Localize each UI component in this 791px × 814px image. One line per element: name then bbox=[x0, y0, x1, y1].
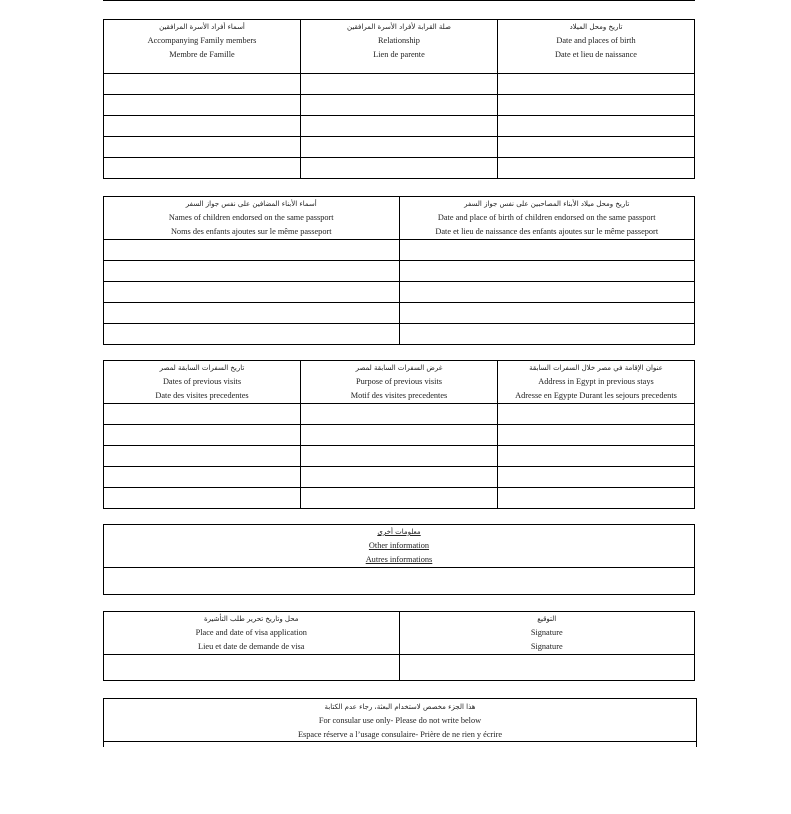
top-rule bbox=[103, 0, 695, 1]
input-cell[interactable] bbox=[104, 467, 301, 488]
col-children-names bbox=[104, 197, 400, 240]
table-row bbox=[104, 261, 695, 282]
signature-table bbox=[103, 611, 695, 681]
input-cell[interactable] bbox=[399, 303, 695, 324]
header-en: Names of children endorsed on the same passport bbox=[168, 213, 334, 222]
input-cell[interactable] bbox=[104, 425, 301, 446]
table-header-row bbox=[104, 361, 695, 404]
header-en: Date and place of birth of children endorsed on the same passport bbox=[437, 213, 656, 222]
input-cell[interactable] bbox=[498, 446, 695, 467]
col-place-date bbox=[104, 612, 400, 655]
input-cell[interactable] bbox=[301, 95, 498, 116]
col-visit-address bbox=[498, 361, 695, 404]
header-fr: Signature bbox=[530, 642, 563, 651]
input-cell[interactable] bbox=[399, 324, 695, 345]
table-row bbox=[104, 404, 695, 425]
header-ar: محل وتاريخ تحرير طلب التأشيرة bbox=[203, 615, 299, 623]
header-en: Signature bbox=[530, 628, 563, 637]
input-cell[interactable] bbox=[498, 404, 695, 425]
input-cell[interactable] bbox=[498, 158, 695, 179]
consular-use-header bbox=[104, 699, 696, 742]
input-cell[interactable] bbox=[301, 425, 498, 446]
table-row bbox=[104, 425, 695, 446]
input-cell[interactable] bbox=[498, 116, 695, 137]
other-information-input[interactable] bbox=[104, 568, 695, 595]
col-birth-date-place bbox=[498, 20, 695, 74]
header-en: Relationship bbox=[378, 36, 420, 45]
header-en: For consular use only- Please do not write below bbox=[318, 716, 482, 725]
header-fr: Espace réserve a l’usage consulaire- Prière de ne rien y écrire bbox=[297, 730, 503, 739]
col-signature bbox=[399, 612, 695, 655]
header-ar: التوقيع bbox=[537, 615, 557, 623]
header-en: Place and date of visa application bbox=[195, 628, 307, 637]
table-row bbox=[104, 95, 695, 116]
input-cell[interactable] bbox=[104, 240, 400, 261]
table-header-row bbox=[104, 197, 695, 240]
table-header-row bbox=[104, 612, 695, 655]
header-en: Address in Egypt in previous stays bbox=[538, 377, 654, 386]
table-row bbox=[104, 303, 695, 324]
header-fr: Date et lieu de naissance des enfants ajoutes sur le même passeport bbox=[435, 227, 659, 236]
header-fr: Lieu et date de demande de visa bbox=[198, 642, 305, 651]
header-en: Dates of previous visits bbox=[162, 377, 242, 386]
table-row bbox=[104, 137, 695, 158]
col-visit-dates bbox=[104, 361, 301, 404]
table-row bbox=[104, 116, 695, 137]
input-cell[interactable] bbox=[104, 488, 301, 509]
previous-visits-table bbox=[103, 360, 695, 509]
input-cell[interactable] bbox=[498, 74, 695, 95]
header-ar: تاريخ السفرات السابقة لمصر bbox=[159, 364, 245, 372]
header-ar: غرض السفرات السابقة لمصر bbox=[355, 364, 443, 372]
input-cell[interactable] bbox=[104, 404, 301, 425]
table-row bbox=[104, 568, 695, 595]
family-members-table bbox=[103, 19, 695, 179]
children-table bbox=[103, 196, 695, 345]
table-row bbox=[104, 488, 695, 509]
header-fr: Date et lieu de naissance bbox=[554, 50, 637, 59]
input-cell[interactable] bbox=[498, 425, 695, 446]
consular-use-area bbox=[104, 742, 696, 747]
col-visit-purpose bbox=[301, 361, 498, 404]
consular-use-section bbox=[103, 698, 697, 747]
input-cell[interactable] bbox=[104, 446, 301, 467]
table-row bbox=[104, 74, 695, 95]
header-ar: معلومات أخرى bbox=[377, 528, 421, 536]
input-cell[interactable] bbox=[104, 74, 301, 95]
input-cell[interactable] bbox=[399, 282, 695, 303]
input-cell[interactable] bbox=[399, 261, 695, 282]
table-row bbox=[104, 467, 695, 488]
input-cell[interactable] bbox=[104, 95, 301, 116]
input-cell[interactable] bbox=[498, 488, 695, 509]
table-header-row bbox=[104, 20, 695, 74]
table-row bbox=[104, 324, 695, 345]
signature-input[interactable] bbox=[399, 655, 695, 681]
input-cell[interactable] bbox=[301, 467, 498, 488]
input-cell[interactable] bbox=[104, 158, 301, 179]
input-cell[interactable] bbox=[104, 116, 301, 137]
table-row bbox=[104, 446, 695, 467]
header-fr: Adresse en Egypte Durant les sejours precedents bbox=[515, 391, 677, 400]
header-fr: Noms des enfants ajoutes sur le même passeport bbox=[170, 227, 332, 236]
input-cell[interactable] bbox=[301, 488, 498, 509]
header-en: Purpose of previous visits bbox=[356, 377, 442, 386]
input-cell[interactable] bbox=[104, 137, 301, 158]
input-cell[interactable] bbox=[301, 446, 498, 467]
header-ar: تاريخ ومحل الميلاد bbox=[569, 23, 623, 31]
table-header-row bbox=[104, 525, 695, 568]
other-information-header bbox=[104, 525, 695, 568]
header-fr: Date des visites precedentes bbox=[155, 391, 249, 400]
input-cell[interactable] bbox=[104, 324, 400, 345]
input-cell[interactable] bbox=[104, 261, 400, 282]
place-date-input[interactable] bbox=[104, 655, 400, 681]
header-fr: Lien de parente bbox=[373, 50, 425, 59]
header-fr: Autres informations bbox=[365, 555, 433, 564]
table-row bbox=[104, 240, 695, 261]
table-row bbox=[104, 655, 695, 681]
input-cell[interactable] bbox=[301, 74, 498, 95]
input-cell[interactable] bbox=[301, 116, 498, 137]
input-cell[interactable] bbox=[498, 137, 695, 158]
other-information-table bbox=[103, 524, 695, 595]
col-relationship bbox=[301, 20, 498, 74]
input-cell[interactable] bbox=[301, 158, 498, 179]
header-ar: عنوان الإقامة في مصر خلال السفرات السابقة bbox=[529, 364, 663, 372]
header-en: Other information bbox=[368, 541, 430, 550]
header-fr: Motif des visites precedentes bbox=[350, 391, 448, 400]
header-en: Accompanying Family members bbox=[147, 36, 257, 45]
header-ar: أسماء أفراد الأسرة المرافقين bbox=[159, 23, 245, 31]
table-row bbox=[104, 158, 695, 179]
input-cell[interactable] bbox=[301, 137, 498, 158]
col-accompanying-family bbox=[104, 20, 301, 74]
header-ar: أسماء الأبناء المضافين على نفس جواز السفر bbox=[185, 200, 317, 208]
input-cell[interactable] bbox=[301, 404, 498, 425]
header-fr: Membre de Famille bbox=[169, 50, 235, 59]
header-ar: تاريخ ومحل ميلاد الأبناء المصاحبين على نفس جواز السفر bbox=[464, 200, 630, 208]
header-ar: صلة القرابة لأفراد الأسرة المرافقين bbox=[347, 23, 451, 31]
input-cell[interactable] bbox=[104, 282, 400, 303]
input-cell[interactable] bbox=[498, 467, 695, 488]
header-en: Date and places of birth bbox=[556, 36, 636, 45]
col-children-birth bbox=[399, 197, 695, 240]
input-cell[interactable] bbox=[399, 240, 695, 261]
header-ar: هذا الجزء مخصص لاستخدام البعثة، رجاء عدم الكتابة bbox=[324, 703, 476, 711]
input-cell[interactable] bbox=[498, 95, 695, 116]
input-cell[interactable] bbox=[104, 303, 400, 324]
table-row bbox=[104, 282, 695, 303]
